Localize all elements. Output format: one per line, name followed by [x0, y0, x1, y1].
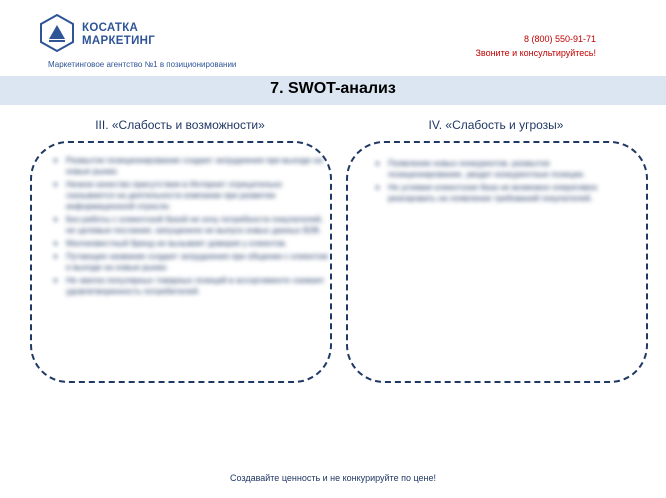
agency-tagline: Маркетинговое агентство №1 в позиционировании [48, 60, 237, 69]
list-item: • Без работы с клиентской базой не хочу потребности покупателей, не целевые послания; запущенное не выпуск новых данных B2B. [66, 214, 328, 236]
logo-line-2: МАРКЕТИНГ [82, 35, 156, 47]
right-column-heading: IV. «Слабость и угрозы» [428, 118, 564, 132]
list-item: • Малоизвестный бренд не вызывает доверия у клиентов. [66, 238, 328, 249]
logo-line-1: КОСАТКА [82, 22, 139, 34]
list-item: • Размытое позиционирование создает затруднения при выходе на новые рынки. [66, 155, 328, 177]
list-item: • Не успевая клиентская база не возможно оперативно реагировать на появление требований покупателей. [388, 182, 614, 204]
list-item: • Низкое качество присутствия в Интернет отрицательно сказывается на деятельности компании при развитии информационной отрасли. [66, 179, 328, 212]
company-logo [82, 22, 155, 48]
weakness-threats-list [376, 158, 614, 206]
weakness-opportunities-list [54, 155, 328, 299]
footer-slogan: Создавайте ценность и не конкурируйте по цене! [229, 473, 436, 483]
list-item: • Путающее название создает затруднения при общении с клиентом и выходе на новые рынки. [66, 251, 328, 273]
list-item: • Не хватка популярных товарных позиций в ассортименте снижает удовлетворенность потребителей. [66, 275, 328, 297]
contact-block [475, 32, 596, 60]
slide-title: 7. SWOT-анализ [270, 80, 396, 97]
list-item: • Появление новых конкурентов, размытое позиционирование, уводит конкурентные позиции. [388, 158, 614, 180]
left-column-heading: III. «Слабость и возможности» [95, 118, 265, 132]
call-to-action: Звоните и консультируйтесь! [475, 48, 596, 58]
company-logo-icon [40, 14, 74, 52]
phone-number: 8 (800) 550-91-71 [523, 34, 596, 44]
